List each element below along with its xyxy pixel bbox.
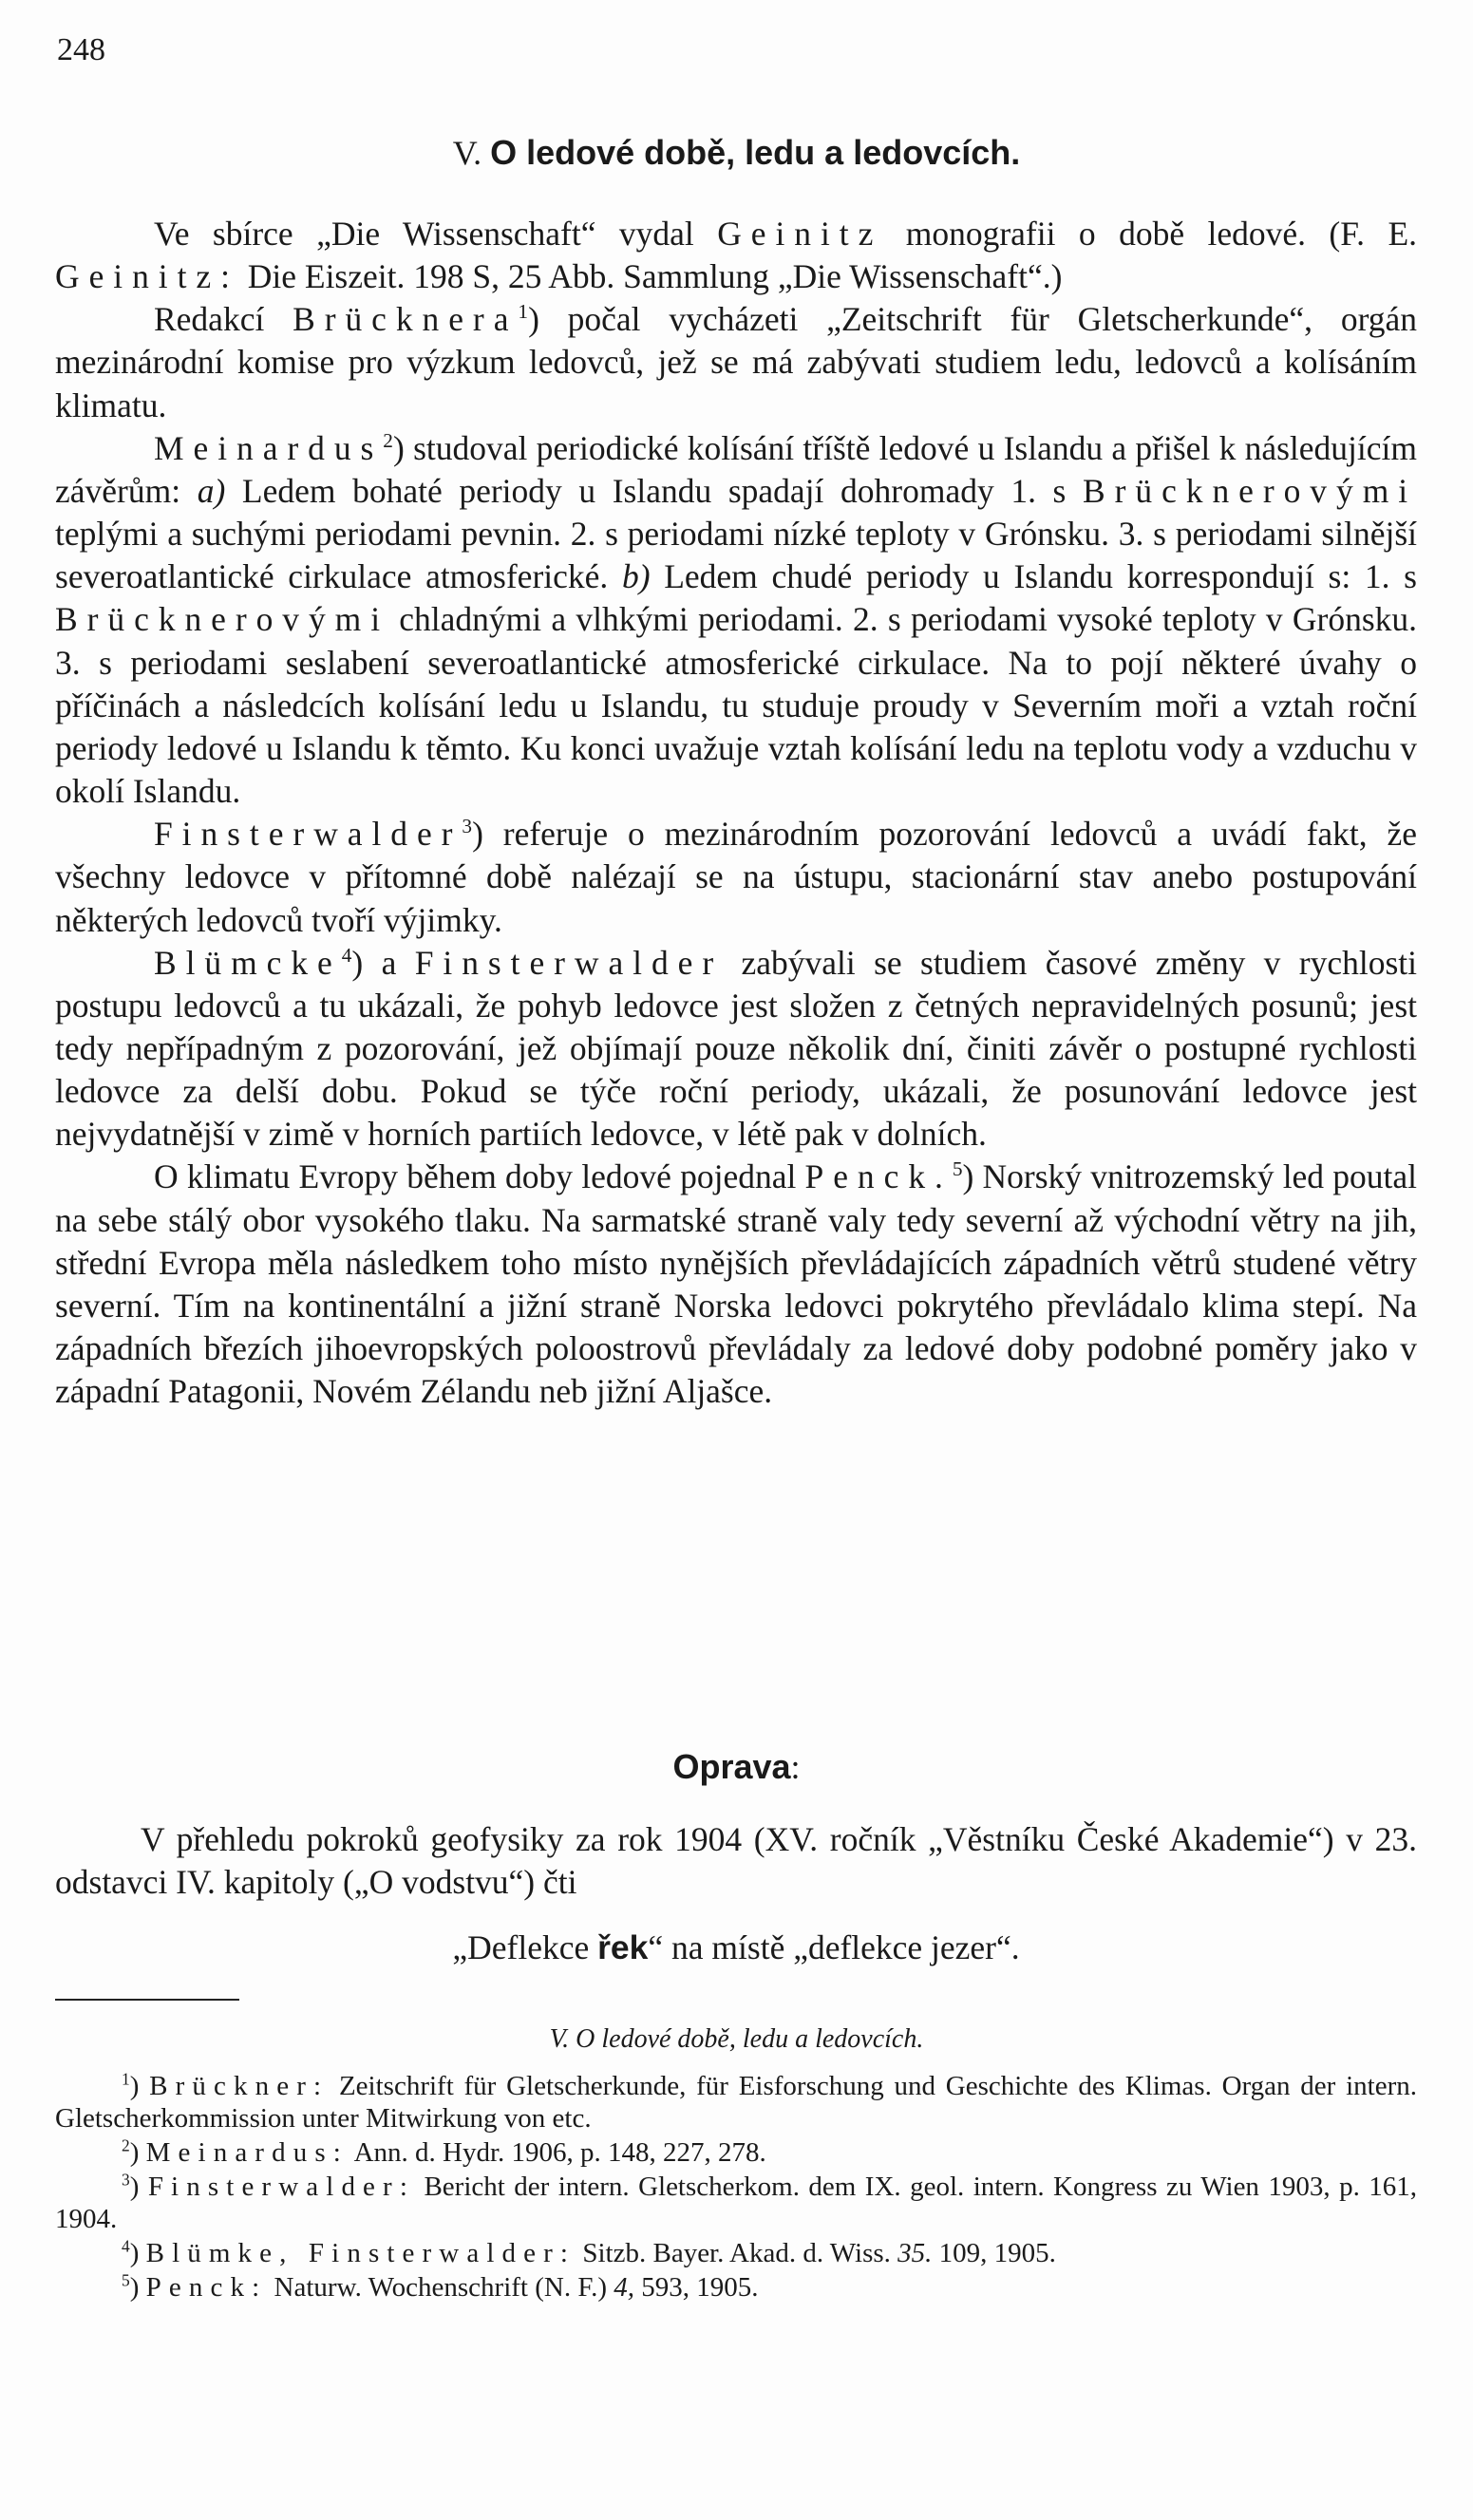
text: zabývali se studiem časové změny v rychlosti postupu ledovců a tu ukázali, že pohyb ledovce jest složen z četných nepravidelných posunů; jest tedy nepřípadným z pozorování, jež objímají pouze několik dní, činiti závěr o postupné rychlosti ledovce za delší dobu. Pokud se týče roční periody, ukázali, že posunování ledovce jest nejvydatnější v zimě v horních partiích ledovce, v létě pak v dolních. xyxy=(55,943,1418,1154)
erratum-body xyxy=(55,1818,1417,1904)
author-name: Geinitz: xyxy=(55,257,239,296)
paragraph-blumcke: Blümcke$^4$) a Finsterwalder zabývali se studiem časové změny v rychlosti postupu ledovců a tu ukázali, že pohyb ledovce jest složen z četných nepravidelných posunů; jest tedy nepřípadným z pozorování, jež objímají pouze několik dní, činiti závěr o postupné rychlosti ledovce za delší dobu. Pokud se týče roční periody, ukázali, že posunování ledovce jest nejvydatnější v zimě v horních partiích ledovce, v létě pak v dolních. xyxy=(55,943,1418,1154)
paragraph-finsterwalder: Finsterwalder$^3$) referuje o mezinárodním pozorování ledovců a uvádí fakt, že všechny ledovce v přítomné době nalézají se na ústupu, stacionární stav anebo postupování některých ledovců tvoří výjimky. xyxy=(55,815,1418,939)
author-name: Meinardus: xyxy=(145,2137,349,2168)
citation: Naturw. Wochenschrift (N. F.) xyxy=(274,2272,608,2303)
article-body xyxy=(55,213,1417,1413)
text: Ve sbírce „Die Wissenschaft“ vydal xyxy=(154,215,694,253)
paragraph-bruckner: Redakcí Brücknera$^1$) počal vycházeti „Zeitschrift für Gletscherkunde“, orgán mezinárodní komise pro výzkum ledovců, jež se má zabývati studiem ledu, ledovců a kolísáním klimatu. xyxy=(55,300,1418,424)
text: Die Eiszeit. 198 S, 25 Abb. Sammlung „Die Wissenschaft“.) xyxy=(247,257,1063,296)
footnote-mark: 5 xyxy=(952,1157,963,1181)
erratum-text: V přehledu pokroků geofysiky za rok 1904 (XV. ročník „Věstníku České Akademie“) v 23. odstavci IV. kapitoly („O vodstvu“) čti xyxy=(55,1820,1417,1901)
footnote: $^5$) Penck: Naturw. Wochenschrift (N. F.) 4, 593, 1905. xyxy=(122,2270,759,2303)
text: “ na místě „deflekce jezer“. xyxy=(648,1928,1020,1966)
footnote-mark: 3 xyxy=(122,2170,130,2190)
paragraph-penck: O klimatu Evropy během doby ledové pojednal Penck.$^5$) Norský vnitrozemský led poutal na sebe stálý obor vysokého tlaku. Na sarmatské straně valy tedy severní až východní větry na jih, střední Evropa měla následkem toho místo nynějších převládajících západních větrů studené větry severní. Tím na kontinentální a jižní straně Norska ledovci pokrytého převládalo klima stepí. Na západních březích jihoevropských poloostrovů převládaly za ledové doby podobné poměry jako v západní Patagonii, Novém Zélandu neb jižní Aljašce. xyxy=(55,1157,1417,1411)
text: chladnými a vlhkými periodami. 2. s periodami vysoké teploty v Grónsku. 3. s periodami seslabení severoatlantické atmosferické cirkulace. Na to pojí některé úvahy o příčinách a následcích kolísání ledu u Islandu, tu studuje proudy v Severním moři a vztah roční periody ledové u Islandu k těmto. Ku konci uvažuje vztah kolísání ledu na teplotu vody a vzduchu v okolí Islandu. xyxy=(55,600,1418,811)
erratum-title: Oprava xyxy=(672,1747,791,1786)
text: O klimatu Evropy během doby ledové pojednal xyxy=(154,1157,797,1196)
text: studoval periodické kolísání tříště ledové u Islandu a přišel k následujícím závěrům: xyxy=(55,428,1418,510)
text: monografii o době ledové. (F. E. xyxy=(905,215,1418,253)
text: Norský vnitrozemský led poutal na sebe stálý obor vysokého tlaku. Na sarmatské straně valy tedy severní až východní větry na jih, střední Evropa měla následkem toho místo nynějších převládajících západních větrů studené větry severní. Tím na kontinentální a jižní straně Norska ledovci pokrytého převládalo klima stepí. Na západních březích jihoevropských poloostrovů převládaly za ledové doby podobné poměry jako v západní Patagonii, Novém Zélandu neb jižní Aljašce. xyxy=(55,1157,1417,1411)
citation: Sitzb. Bayer. Akad. d. Wiss. xyxy=(582,2238,891,2268)
footnote: $^4$) Blümke, Finsterwalder: Sitzb. Bayer. Akad. d. Wiss. 35. 109, 1905. xyxy=(122,2236,1056,2268)
author-name: Penck: xyxy=(145,2272,268,2303)
footnote-mark: 1 xyxy=(122,2069,130,2089)
footnote-mark: 3 xyxy=(462,815,473,838)
author-name: Brückner: xyxy=(149,2071,330,2101)
citation: Zeitschrift für Gletscherkunde, für Eisforschung und Geschichte des Klimas. Organ der intern. Gletscherkommission unter Mitwirkung von etc. xyxy=(55,2071,1418,2134)
footnote-mark: 4 xyxy=(341,943,352,967)
citation: Bericht der intern. Gletscherkom. dem IX. geol. intern. Kongress zu Wien 1903, p. 161, 1904. xyxy=(55,2172,1418,2234)
text: Ledem chudé periody u Islandu korrespondují s: 1. s xyxy=(664,557,1417,596)
citation: 109, 1905. xyxy=(938,2238,1056,2268)
author-name: Finsterwalder: xyxy=(147,2172,416,2202)
text: počal vycházeti „Zeitschrift für Gletscherkunde“, orgán mezinárodní komise pro výzkum ledovců, jež se má zabývati studiem ledu, ledovců a kolísáním klimatu. xyxy=(55,300,1418,424)
author-name: Brücknerovými xyxy=(55,600,390,639)
footnote: $^3$) Finsterwalder: Bericht der intern. Gletscherkom. dem IX. geol. intern. Kongress zu Wien 1903, p. 161, 1904. xyxy=(55,2170,1418,2234)
text: referuje o mezinárodním pozorování ledovců a uvádí fakt, že všechny ledovce v přítomné době nalézají se na ústupu, stacionární stav anebo postupování některých ledovců tvoří výjimky. xyxy=(55,815,1418,939)
text: „Deflekce xyxy=(452,1928,590,1966)
erratum-colon: : xyxy=(790,1748,801,1786)
footnotes xyxy=(55,2070,1417,2305)
author-name: Meinardus xyxy=(154,428,384,467)
author-name: Penck. xyxy=(804,1157,953,1196)
footnote-mark: 2 xyxy=(122,2135,130,2155)
footnotes-title: V. O ledové době, ledu a ledovcích. xyxy=(549,2024,924,2054)
footnote: $^2$) Meinardus: Ann. d. Hydr. 1906, p. 148, 227, 278. xyxy=(122,2135,766,2168)
author-name: Geinitz xyxy=(717,215,883,253)
section-title: O ledové době, ledu a ledovcích. xyxy=(490,133,1021,172)
author-name: Blümcke xyxy=(154,943,342,982)
volume: 35. xyxy=(897,2238,933,2268)
footnote-mark: 5 xyxy=(122,2270,130,2290)
erratum-correction xyxy=(55,1928,1417,1967)
author-name: Brücknera xyxy=(293,300,519,339)
list-label: a) xyxy=(197,471,226,510)
author-name: Blümke, Finsterwalder: xyxy=(145,2238,576,2268)
list-label: b) xyxy=(621,557,651,596)
text: teplými a suchými periodami pevnin. 2. s periodami nízké teploty v Grónsku. 3. s periodami silnější severoatlantické cirkulace atmosferické. xyxy=(55,515,1417,596)
corrected-word: řek xyxy=(597,1928,649,1966)
section-heading xyxy=(57,133,1416,173)
author-name: Finsterwalder xyxy=(154,815,463,854)
citation: Ann. d. Hydr. 1906, p. 148, 227, 278. xyxy=(353,2137,766,2168)
text: Redakcí xyxy=(154,300,265,339)
text: a xyxy=(381,943,397,982)
section-number: V. xyxy=(452,134,482,172)
erratum-heading xyxy=(57,1747,1416,1787)
paragraph-geinitz xyxy=(55,213,1417,298)
author-name: Brücknerovými xyxy=(1083,471,1418,510)
paragraph-meinardus: Meinardus$^2$) studoval periodické kolísání tříště ledové u Islandu a přišel k následujícím závěrům: a) Ledem bohaté periody u Islandu spadají dohromady 1. s Brücknerovými teplými a suchými periodami pevnin. 2. s periodami nízké teploty v Grónsku. 3. s periodami silnější severoatlantické cirkulace atmosferické. b) Ledem chudé periody u Islandu korrespondují s: 1. s Brücknerovými chladnými a vlhkými periodami. 2. s periodami vysoké teploty v Grónsku. 3. s periodami seslabení severoatlantické atmosferické cirkulace. Na to pojí některé úvahy o příčinách a následcích kolísání ledu u Islandu, tu studuje proudy v Severním moři a vztah roční periody ledové u Islandu k těmto. Ku konci uvažuje vztah kolísání ledu na teplotu vody a vzduchu v okolí Islandu. xyxy=(55,428,1418,811)
footnote-divider xyxy=(55,1999,239,2001)
author-name: Finsterwalder xyxy=(414,943,724,982)
page-number: 248 xyxy=(57,32,105,67)
citation: 593, 1905. xyxy=(641,2272,759,2303)
footnote-mark: 1 xyxy=(518,300,529,324)
footnote-mark: 4 xyxy=(122,2236,130,2256)
text: Ledem bohaté periody u Islandu spadají dohromady 1. s xyxy=(241,471,1067,510)
footnote-mark: 2 xyxy=(383,428,393,452)
footnote: $^1$) Brückner: Zeitschrift für Gletscherkunde, für Eisforschung und Geschichte des Klimas. Organ der intern. Gletscherkommission unter Mitwirkung von etc. xyxy=(55,2069,1418,2134)
volume: 4, xyxy=(614,2272,635,2303)
